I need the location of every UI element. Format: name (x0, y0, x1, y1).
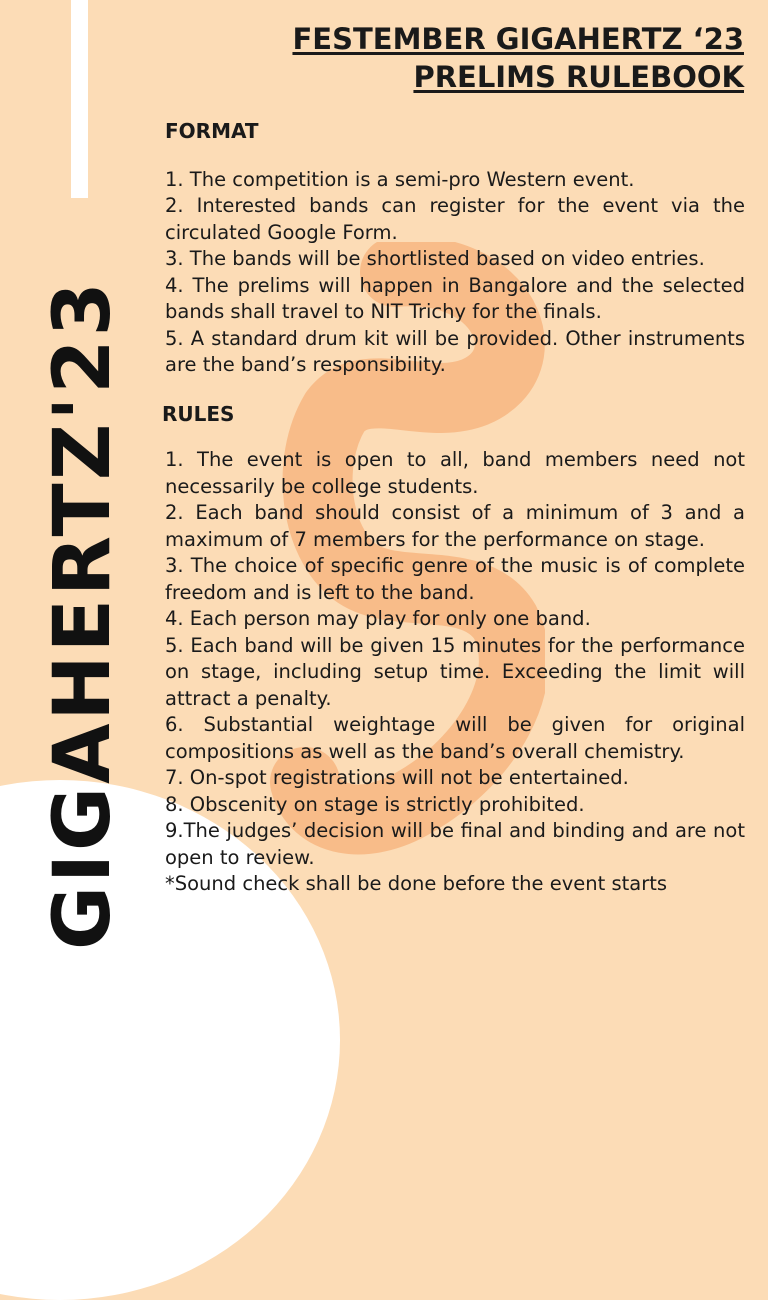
rules-item: 3. The choice of specific genre of the music is of complete freedom and is left to the band. (165, 554, 745, 604)
rules-item: *Sound check shall be done before the event starts (165, 872, 668, 895)
rules-item: 8. Obscenity on stage is strictly prohibited. (165, 792, 585, 816)
title-line-1: FESTEMBER GIGAHERTZ ‘23 (292, 22, 744, 56)
rules-item: 9.The judges’ decision will be final and binding and are not open to review. (165, 819, 745, 869)
page-title (292, 20, 744, 96)
rules-list (165, 447, 745, 898)
decorative-white-bar (71, 0, 88, 198)
rules-item: 5. Each band will be given 15 minutes for the performance on stage, including setup time. Exceeding the limit will attract a penalty. (165, 633, 745, 710)
format-item: 4. The prelims will happen in Bangalore and the selected bands shall travel to NIT Trichy for the finals. (165, 273, 745, 323)
format-item: 2. Interested bands can register for the event via the circulated Google Form. (165, 194, 745, 244)
format-list (165, 167, 745, 379)
title-line-2: PRELIMS RULEBOOK (413, 60, 744, 94)
rules-item: 2. Each band should consist of a minimum of 3 and a maximum of 7 members for the performance on stage. (165, 501, 745, 551)
format-item: 3. The bands will be shortlisted based on video entries. (165, 247, 705, 270)
format-item: 1. The competition is a semi-pro Western event. (165, 167, 635, 191)
rules-item: 6. Substantial weightage will be given for original compositions as well as the band’s overall chemistry. (165, 713, 745, 763)
rulebook-content (162, 118, 745, 898)
side-event-name: GIGAHERTZ'23 (38, 279, 128, 950)
rules-heading: RULES (162, 401, 235, 426)
rules-item: 7. On-spot registrations will not be entertained. (165, 766, 629, 789)
format-item: 5. A standard drum kit will be provided. Other instruments are the band’s responsibility. (165, 326, 745, 376)
format-heading: FORMAT (165, 119, 259, 143)
rules-item: 4. Each person may play for only one band. (165, 607, 591, 630)
rules-item: 1. The event is open to all, band members need not necessarily be college students. (165, 448, 745, 498)
